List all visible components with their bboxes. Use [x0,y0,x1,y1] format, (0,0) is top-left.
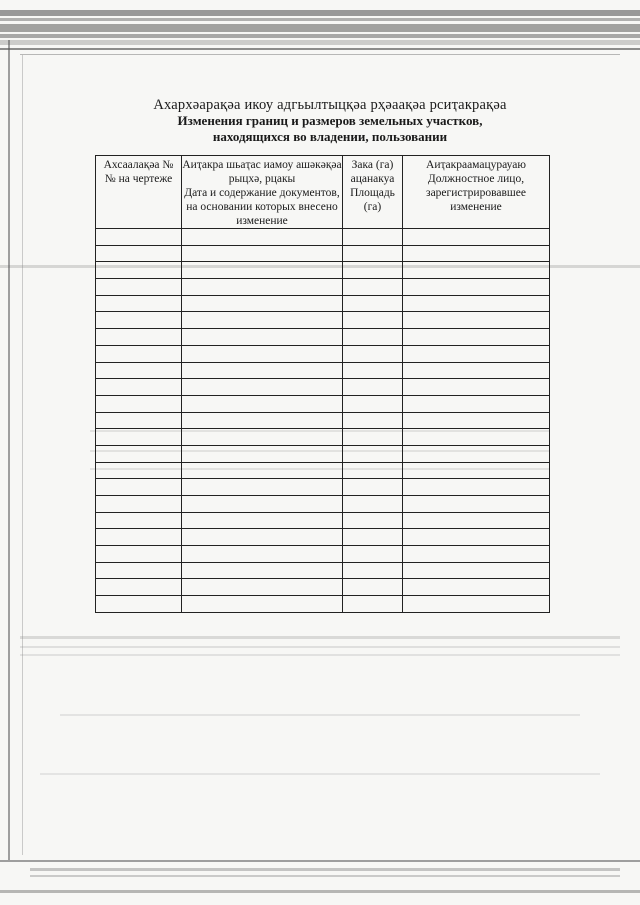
cell-date-content [182,312,343,329]
cell-area [343,329,403,346]
cell-official [403,229,550,246]
column-header-drawing-number: Ахсаалақәа № № на чертеже [96,156,182,229]
document-title [0,97,640,145]
cell-official [403,279,550,296]
cell-official [403,462,550,479]
cell-area [343,479,403,496]
table-row [96,295,550,312]
cell-official [403,262,550,279]
cell-area [343,245,403,262]
cell-area [343,579,403,596]
cell-drawing-number [96,329,182,346]
table-row [96,462,550,479]
column-header-date-content: Аиҭакра шьаҭас иамоу ашәкәқәа рыцхә, рцакы Дата и содержание документов, на основании которых внесено изменение [182,156,343,229]
cell-date-content [182,445,343,462]
table-row [96,245,550,262]
cell-date-content [182,229,343,246]
cell-date-content [182,562,343,579]
cell-area [343,462,403,479]
cell-official [403,345,550,362]
cell-drawing-number [96,462,182,479]
table-row [96,262,550,279]
cell-drawing-number [96,496,182,513]
cell-area [343,262,403,279]
table-row [96,579,550,596]
cell-drawing-number [96,395,182,412]
cell-area [343,379,403,396]
cell-area [343,429,403,446]
cell-date-content [182,362,343,379]
table-row [96,546,550,563]
cell-date-content [182,245,343,262]
cell-official [403,329,550,346]
cell-date-content [182,529,343,546]
table-row [96,312,550,329]
cell-date-content [182,412,343,429]
cell-drawing-number [96,412,182,429]
cell-drawing-number [96,312,182,329]
cell-area [343,395,403,412]
cell-drawing-number [96,262,182,279]
cell-drawing-number [96,445,182,462]
cell-area [343,229,403,246]
cell-drawing-number [96,379,182,396]
cell-official [403,596,550,613]
cell-area [343,596,403,613]
title-russian-line2: находящихся во владении, пользовании [212,129,448,144]
cell-area [343,445,403,462]
scan-noise-top [0,0,640,62]
table-row [96,412,550,429]
cell-date-content [182,462,343,479]
cell-area [343,546,403,563]
table-row [96,229,550,246]
title-russian-line1: Изменения границ и размеров земельных участков, [177,113,483,128]
cell-official [403,579,550,596]
cell-official [403,379,550,396]
cell-date-content [182,512,343,529]
cell-date-content [182,429,343,446]
page-edge-line [8,40,10,860]
table-body [96,229,550,613]
table-row [96,345,550,362]
cell-drawing-number [96,529,182,546]
cell-date-content [182,596,343,613]
cell-official [403,312,550,329]
cell-official [403,362,550,379]
cell-official [403,546,550,563]
cell-drawing-number [96,596,182,613]
scan-noise-bottom [0,850,640,905]
cell-official [403,412,550,429]
cell-drawing-number [96,429,182,446]
cell-date-content [182,579,343,596]
cell-drawing-number [96,295,182,312]
cell-official [403,479,550,496]
table-row [96,562,550,579]
cell-official [403,512,550,529]
cell-drawing-number [96,229,182,246]
cell-official [403,445,550,462]
cell-official [403,496,550,513]
cell-drawing-number [96,345,182,362]
changes-register-table [95,155,550,613]
cell-area [343,512,403,529]
cell-area [343,362,403,379]
cell-date-content [182,395,343,412]
table-row [96,496,550,513]
cell-area [343,562,403,579]
table-header-row [96,156,550,229]
title-abkhaz: Ахархәарақәа икоу адгьылтыцқәа рҳәаақәа рсиҭакрақәа [153,97,507,113]
cell-area [343,529,403,546]
cell-drawing-number [96,579,182,596]
cell-area [343,312,403,329]
cell-drawing-number [96,512,182,529]
column-header-area: Зака (га) ацанакуа Площадь (га) [343,156,403,229]
table-row [96,329,550,346]
cell-area [343,345,403,362]
cell-drawing-number [96,279,182,296]
cell-official [403,529,550,546]
cell-official [403,429,550,446]
cell-area [343,412,403,429]
table-row [96,362,550,379]
cell-date-content [182,546,343,563]
cell-date-content [182,379,343,396]
column-header-official: Аиҭакраамацурауаю Должностное лицо, зарегистрировавшее изменение [403,156,550,229]
table-row [96,279,550,296]
cell-date-content [182,345,343,362]
cell-date-content [182,279,343,296]
cell-area [343,295,403,312]
table-row [96,479,550,496]
cell-drawing-number [96,362,182,379]
cell-date-content [182,262,343,279]
cell-area [343,279,403,296]
table-row [96,596,550,613]
cell-official [403,562,550,579]
cell-official [403,245,550,262]
table-row [96,529,550,546]
scan-noise-band [0,706,640,726]
cell-drawing-number [96,562,182,579]
table-row [96,395,550,412]
cell-date-content [182,479,343,496]
table-row [96,512,550,529]
scan-noise-band [0,765,640,785]
table-row [96,429,550,446]
cell-area [343,496,403,513]
cell-official [403,395,550,412]
cell-drawing-number [96,479,182,496]
scan-noise-band [0,628,640,668]
cell-official [403,295,550,312]
page-edge-line [22,55,23,855]
cell-date-content [182,295,343,312]
cell-drawing-number [96,245,182,262]
table-row [96,379,550,396]
cell-drawing-number [96,546,182,563]
cell-date-content [182,329,343,346]
table-row [96,445,550,462]
cell-date-content [182,496,343,513]
